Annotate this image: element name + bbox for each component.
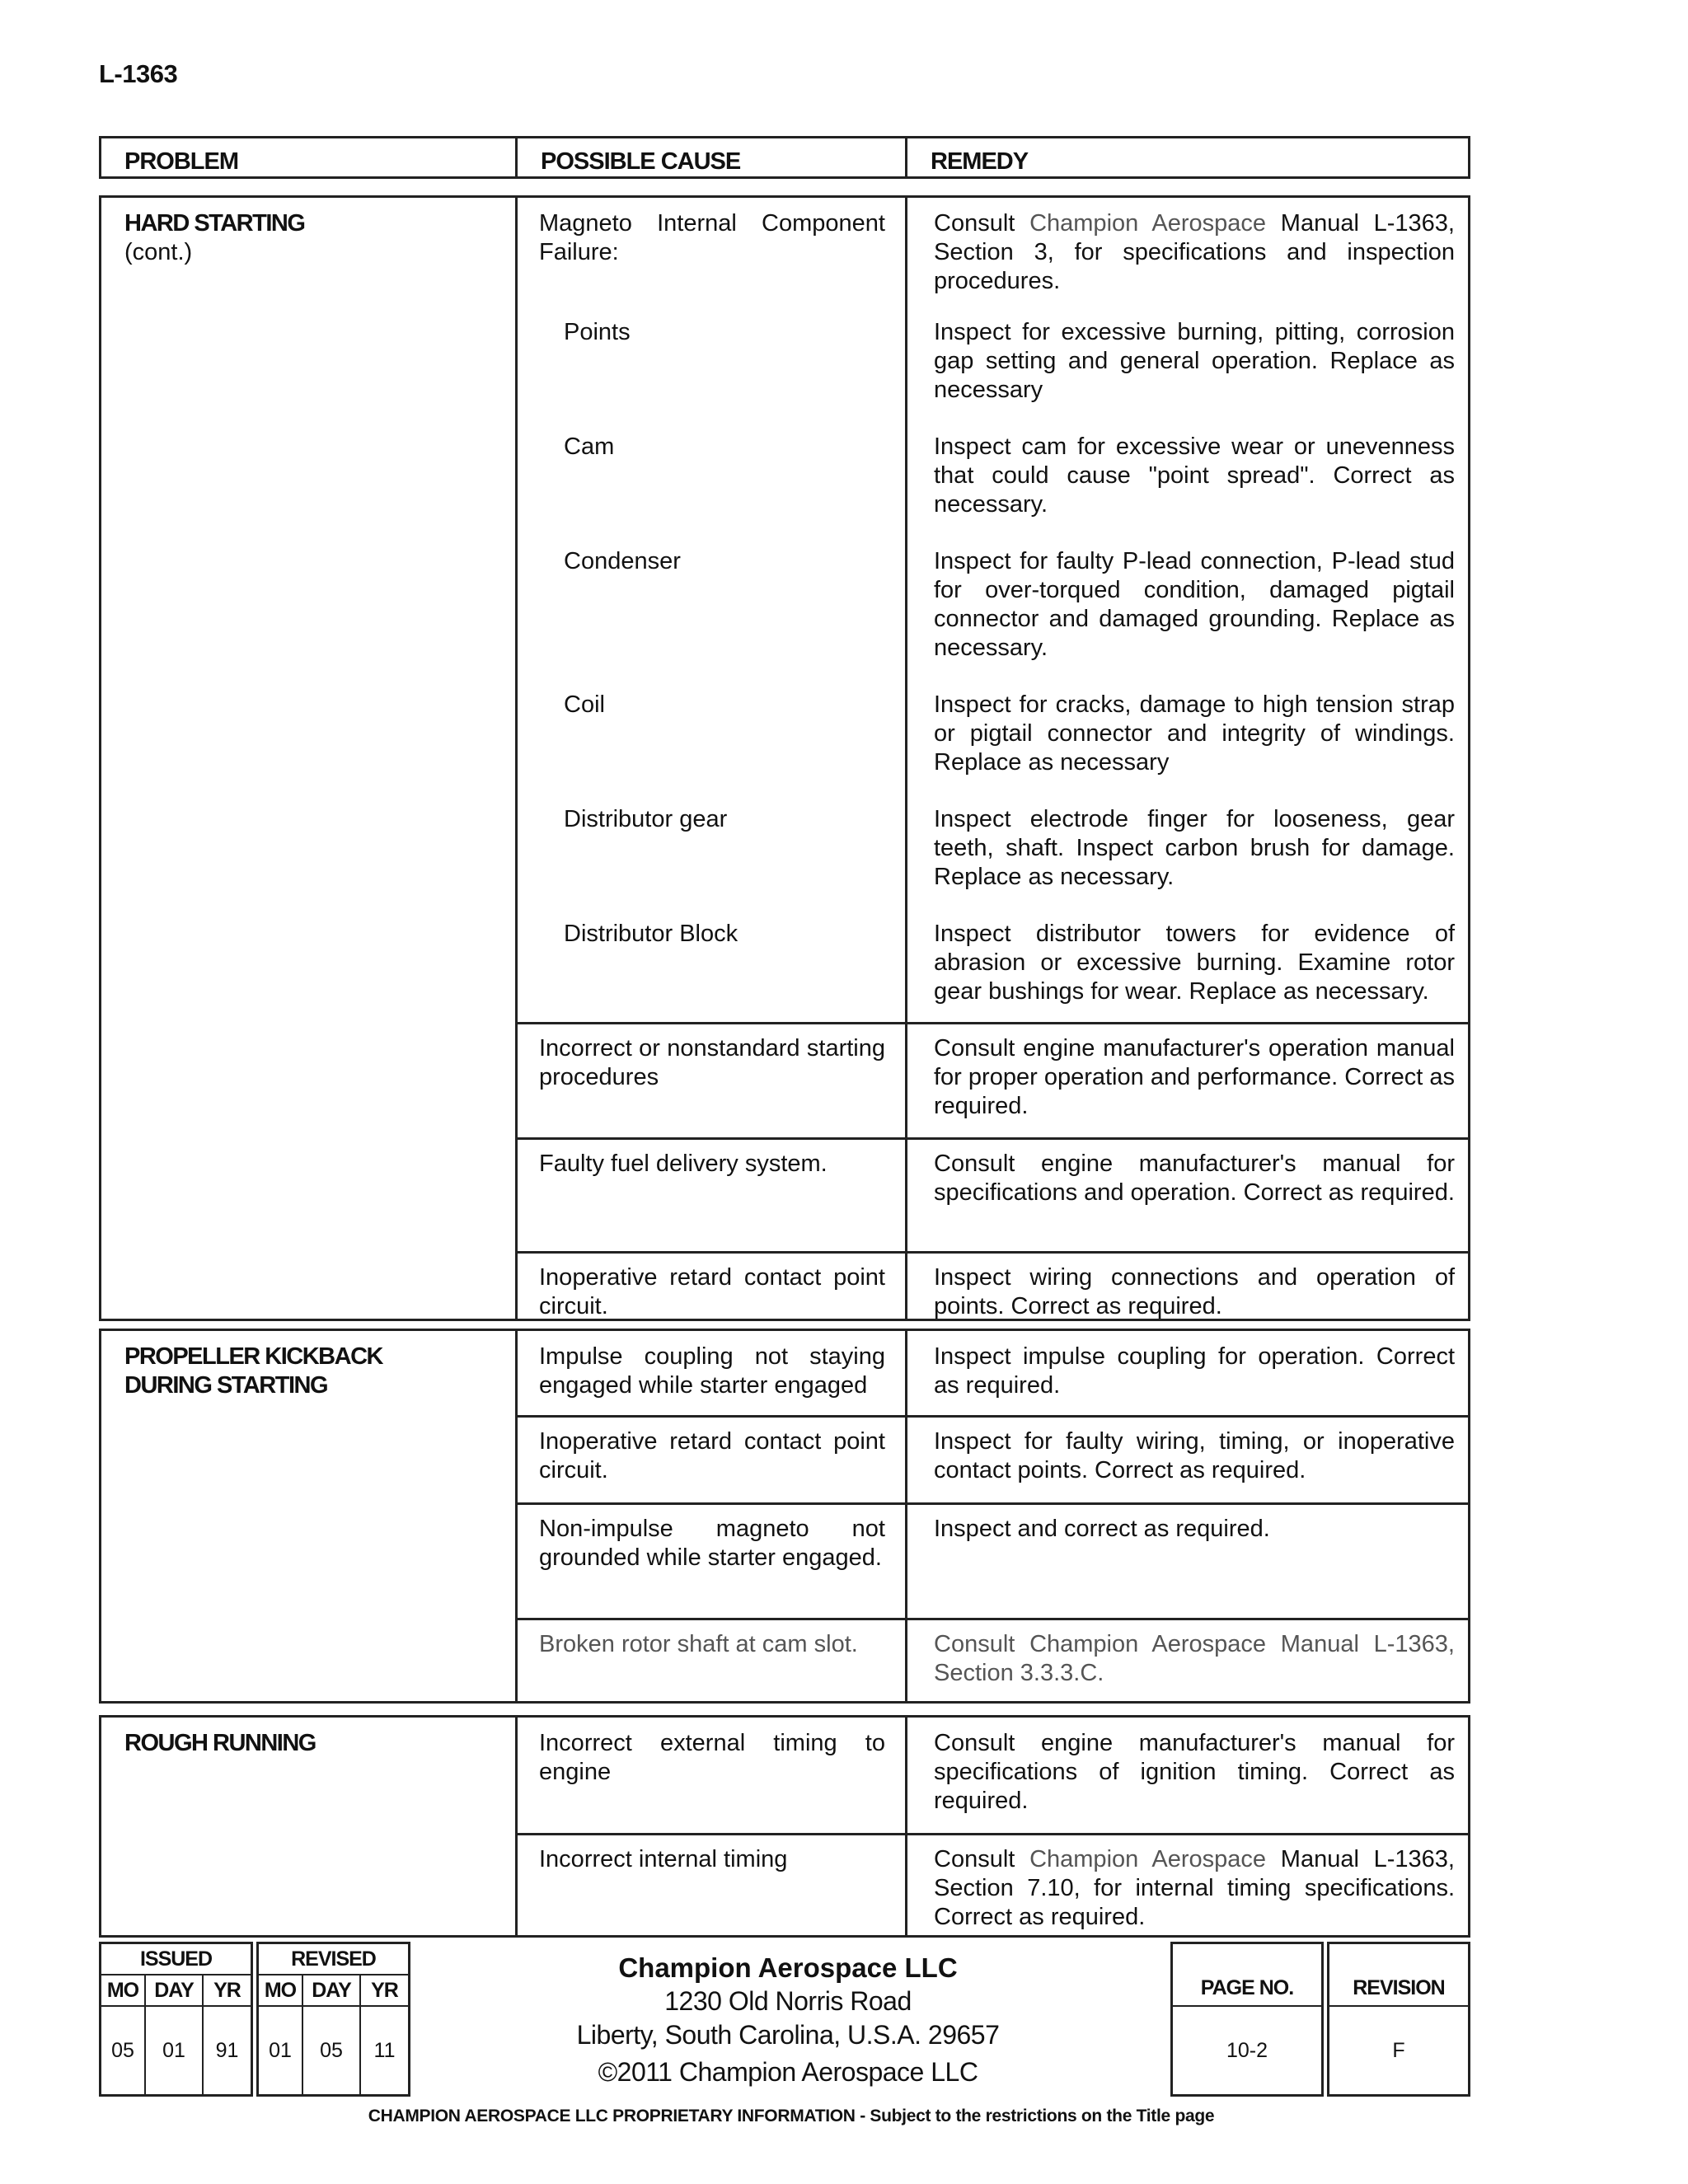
- day-label: DAY: [302, 1975, 360, 2006]
- list-item: [518, 308, 1468, 405]
- remedy-cell: Consult engine manufacturer's manual for specifications and operation. Correct as required.: [934, 1151, 1455, 1206]
- cause-cell: Inoperative retard contact point circuit.: [518, 1418, 907, 1502]
- header-possible-cause: POSSIBLE CAUSE: [518, 138, 907, 176]
- issued-mo: 05: [101, 2006, 145, 2095]
- header-remedy: REMEDY: [931, 148, 1029, 175]
- remedy-brand: Champion Aerospace: [1029, 1846, 1267, 1872]
- revision-box: [1327, 1942, 1470, 2097]
- revised-label: REVISED: [258, 1943, 409, 1975]
- problem-cell: [101, 198, 518, 1319]
- sub-remedy: Inspect cam for excessive wear or unevenness that could cause "point spread". Correct as necessary.: [934, 434, 1455, 518]
- mo-label: MO: [101, 1975, 145, 2006]
- sub-remedy: Inspect for faulty P-lead connection, P-lead stud for over-torqued condition, damaged pigtail connector and damaged grounding. Replace as necessary.: [934, 548, 1455, 661]
- sub-cause: Cam: [518, 423, 907, 519]
- revised-mo: 01: [258, 2006, 302, 2095]
- table-row: [518, 1331, 1468, 1415]
- sub-remedy: Inspect for cracks, damage to high tension strap or pigtail connector and integrity of windings. Replace as necessary: [934, 691, 1455, 776]
- remedy-text: Manual L-1363, Section 7.10, for internal timing specifications. Correct as required.: [934, 1846, 1455, 1930]
- section-rough-running: [99, 1715, 1470, 1938]
- revised-day: 05: [302, 2006, 360, 2095]
- copyright: ©2011 Champion Aerospace LLC: [598, 2057, 978, 2087]
- table-row: [518, 1833, 1468, 1935]
- cause-cell: Impulse coupling not staying engaged while starter engaged: [518, 1331, 907, 1415]
- sub-cause: Distributor gear: [518, 795, 907, 892]
- remedy-cell: Inspect for faulty wiring, timing, or inoperative contact points. Correct as required.: [934, 1428, 1455, 1483]
- day-label: DAY: [145, 1975, 203, 2006]
- problem-subtitle: (cont.): [124, 239, 193, 265]
- remedy-cell: Inspect impulse coupling for operation. Correct as required.: [934, 1343, 1455, 1399]
- sub-cause: Condenser: [518, 537, 907, 663]
- header-problem: PROBLEM: [101, 138, 518, 176]
- section-propeller-kickback: [99, 1329, 1470, 1704]
- sub-cause: Points: [518, 308, 907, 405]
- table-header: [99, 136, 1470, 179]
- cause-cell: Incorrect internal timing: [518, 1835, 907, 1935]
- table-row: [518, 1415, 1468, 1502]
- company-name: Champion Aerospace LLC: [618, 1952, 958, 1983]
- remedy-cell: Consult engine manufacturer's operation manual for proper operation and performance. Correct as required.: [934, 1035, 1455, 1119]
- page-number: 10-2: [1172, 2006, 1322, 2095]
- remedy-text: Manual L-1363, Section 3, for specifications and inspection procedures.: [934, 210, 1455, 294]
- cause-cell: Incorrect or nonstandard starting procedures: [518, 1024, 907, 1137]
- remedy-cell: Inspect wiring connections and operation of points. Correct as required.: [934, 1264, 1455, 1319]
- remedy-cell: Consult engine manufacturer's manual for specifications of ignition timing. Correct as required.: [934, 1730, 1455, 1814]
- section-hard-starting: [99, 195, 1470, 1321]
- cause-cell: Incorrect external timing to engine: [518, 1718, 907, 1833]
- list-item: [518, 537, 1468, 663]
- sub-cause: Coil: [518, 681, 907, 777]
- table-row: [518, 1022, 1468, 1137]
- list-item: [518, 910, 1468, 1006]
- proprietary-notice: CHAMPION AEROSPACE LLC PROPRIETARY INFORMATION - Subject to the restrictions on the Title page: [368, 2107, 1215, 2125]
- cause-remedy-rows: [518, 1718, 1468, 1935]
- table-row: [518, 1618, 1468, 1701]
- cause-cell: Broken rotor shaft at cam slot.: [518, 1620, 907, 1701]
- page-number-box: [1170, 1942, 1324, 2097]
- sub-cause: Distributor Block: [518, 910, 907, 1006]
- list-item: [518, 423, 1468, 519]
- company-info: [409, 1952, 1167, 2089]
- table-row: [518, 1251, 1468, 1319]
- remedy-text: Consult: [934, 210, 1030, 237]
- revised-yr: 11: [360, 2006, 409, 2095]
- table-row: [518, 1502, 1468, 1618]
- sub-remedy: Inspect for excessive burning, pitting, corrosion gap setting and general operation. Replace as necessary: [934, 319, 1455, 403]
- page-label: PAGE NO.: [1172, 1943, 1322, 2006]
- sub-remedy: Inspect electrode finger for looseness, gear teeth, shaft. Inspect carbon brush for damage. Replace as necessary.: [934, 806, 1455, 890]
- problem-cell: [101, 1331, 518, 1701]
- document-id: L-1363: [99, 59, 178, 88]
- issued-yr: 91: [203, 2006, 251, 2095]
- cause-text: Magneto Internal Component Failure:: [539, 210, 885, 265]
- remedy-cell: [907, 1835, 1468, 1935]
- table-row: [518, 1137, 1468, 1251]
- list-item: [518, 795, 1468, 892]
- issued-box: [99, 1942, 253, 2097]
- remedy-cell: Consult Champion Aerospace Manual L-1363, Section 3.3.3.C.: [934, 1631, 1455, 1686]
- mo-label: MO: [258, 1975, 302, 2006]
- table-row: [518, 1718, 1468, 1833]
- issued-day: 01: [145, 2006, 203, 2095]
- address-line-2: Liberty, South Carolina, U.S.A. 29657: [576, 2020, 1000, 2050]
- yr-label: YR: [203, 1975, 251, 2006]
- cause-remedy-rows: [518, 198, 1468, 1319]
- cause-cell: Inoperative retard contact point circuit.: [518, 1254, 907, 1319]
- cause-remedy-rows: [518, 1331, 1468, 1701]
- revised-box: [256, 1942, 410, 2097]
- problem-cell: [101, 1718, 518, 1935]
- problem-title: ROUGH RUNNING: [124, 1730, 316, 1756]
- remedy-text: Consult: [934, 1846, 1030, 1872]
- yr-label: YR: [360, 1975, 409, 2006]
- problem-title: HARD STARTING: [124, 210, 305, 237]
- revision-value: F: [1329, 2006, 1469, 2095]
- sub-remedy: Inspect distributor towers for evidence of abrasion or excessive burning. Examine rotor gear bushings for wear. Replace as necessary.: [934, 921, 1455, 1005]
- remedy-brand: Champion Aerospace: [1029, 210, 1267, 237]
- list-item: [518, 681, 1468, 777]
- cause-cell: Faulty fuel delivery system.: [518, 1140, 907, 1251]
- problem-title: PROPELLER KICKBACK DURING STARTING: [124, 1343, 382, 1399]
- address-line-1: 1230 Old Norris Road: [664, 1986, 912, 2016]
- cause-cell: Non-impulse magneto not grounded while starter engaged.: [518, 1505, 907, 1618]
- remedy-cell: Inspect and correct as required.: [934, 1516, 1270, 1542]
- issued-label: ISSUED: [101, 1943, 251, 1975]
- revision-label: REVISION: [1329, 1943, 1469, 2006]
